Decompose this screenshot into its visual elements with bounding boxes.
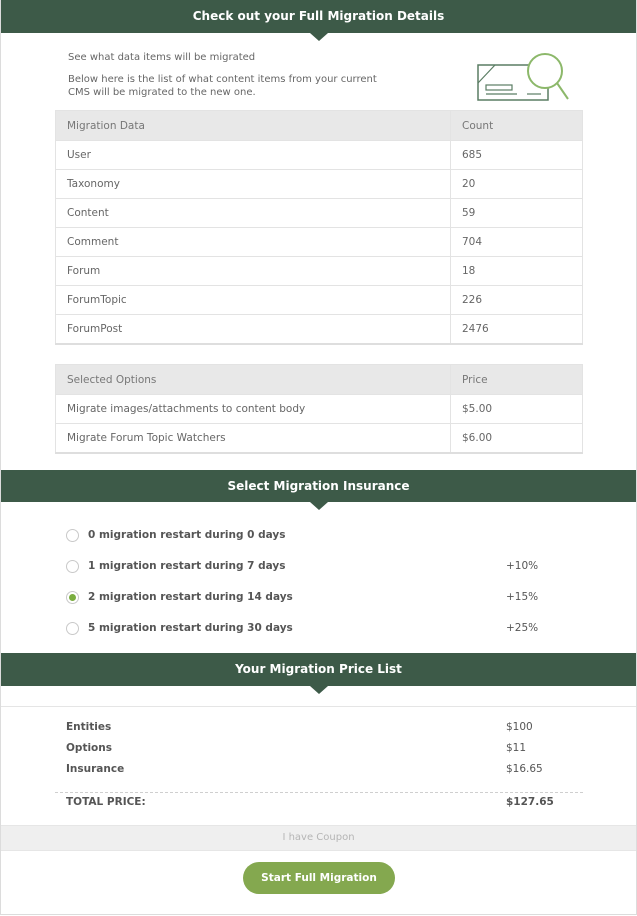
entity-name: ForumTopic: [56, 286, 451, 315]
coupon-link[interactable]: I have Coupon: [1, 825, 636, 851]
price-list-header: [1, 653, 636, 686]
table-row: [56, 424, 583, 454]
header-pointer: [310, 33, 328, 41]
table-row: [56, 170, 583, 199]
total-divider: [55, 792, 583, 793]
entity-count: 20: [451, 170, 583, 199]
entity-count: 704: [451, 228, 583, 257]
insurance-option-pct: +25%: [506, 622, 539, 634]
total-label: TOTAL PRICE:: [66, 796, 146, 808]
entity-name: Comment: [56, 228, 451, 257]
entity-name: User: [56, 141, 451, 170]
column-header-migration-data: Migration Data: [56, 111, 451, 141]
price-list-header-title: Your Migration Price List: [235, 662, 402, 676]
entity-name: Content: [56, 199, 451, 228]
price-row-insurance: [66, 763, 566, 781]
section-divider: [1, 706, 636, 707]
table-row: [56, 228, 583, 257]
intro-subtitle: See what data items will be migrated: [68, 52, 256, 63]
price-label: Options: [66, 742, 112, 754]
header-pointer: [310, 502, 328, 510]
table-header-row: [56, 365, 583, 395]
radio-button-selected[interactable]: [66, 591, 79, 604]
table-row: [56, 286, 583, 315]
entity-count: 18: [451, 257, 583, 286]
price-value: $16.65: [506, 763, 543, 775]
entity-name: Forum: [56, 257, 451, 286]
insurance-option-0[interactable]: [66, 527, 546, 547]
entity-count: 685: [451, 141, 583, 170]
entity-count: 2476: [451, 315, 583, 345]
column-header-selected-options: Selected Options: [56, 365, 451, 395]
price-row-total: [66, 796, 566, 814]
insurance-option-pct: +15%: [506, 591, 539, 603]
insurance-option-label[interactable]: 1 migration restart during 7 days: [88, 560, 286, 572]
selected-options-table: [55, 364, 583, 454]
option-name: Migrate Forum Topic Watchers: [56, 424, 451, 454]
details-header: [1, 0, 636, 33]
table-header-row: [56, 111, 583, 141]
table-row: [56, 257, 583, 286]
insurance-option-2[interactable]: [66, 589, 546, 609]
document-search-illustration-icon: [475, 50, 571, 104]
table-row: [56, 141, 583, 170]
header-pointer: [310, 686, 328, 694]
start-full-migration-button[interactable]: Start Full Migration: [243, 862, 395, 894]
insurance-option-pct: +10%: [506, 560, 539, 572]
insurance-option-label[interactable]: 5 migration restart during 30 days: [88, 622, 293, 634]
option-price: $5.00: [451, 395, 583, 424]
price-value: $100: [506, 721, 533, 733]
price-value: $11: [506, 742, 527, 754]
price-row-entities: [66, 721, 566, 739]
column-header-count: Count: [451, 111, 583, 141]
option-price: $6.00: [451, 424, 583, 454]
entity-name: ForumPost: [56, 315, 451, 345]
intro-description: Below here is the list of what content items from your current CMS will be migrated to the new one.: [68, 74, 377, 98]
insurance-option-label[interactable]: 0 migration restart during 0 days: [88, 529, 286, 541]
price-label: Insurance: [66, 763, 125, 775]
entity-count: 226: [451, 286, 583, 315]
option-name: Migrate images/attachments to content body: [56, 395, 451, 424]
entity-count: 59: [451, 199, 583, 228]
table-row: [56, 315, 583, 345]
table-row: [56, 199, 583, 228]
insurance-option-label[interactable]: 2 migration restart during 14 days: [88, 591, 293, 603]
insurance-option-1[interactable]: [66, 558, 546, 578]
details-header-title: Check out your Full Migration Details: [192, 9, 445, 23]
radio-button[interactable]: [66, 622, 79, 635]
entity-name: Taxonomy: [56, 170, 451, 199]
column-header-price: Price: [451, 365, 583, 395]
insurance-header-title: Select Migration Insurance: [227, 479, 410, 493]
radio-button[interactable]: [66, 529, 79, 542]
insurance-header: [1, 470, 636, 502]
radio-button[interactable]: [66, 560, 79, 573]
price-row-options: [66, 742, 566, 760]
insurance-option-3[interactable]: [66, 620, 546, 640]
price-label: Entities: [66, 721, 112, 733]
migration-data-table: [55, 110, 583, 345]
total-value: $127.65: [506, 796, 554, 808]
table-row: [56, 395, 583, 424]
